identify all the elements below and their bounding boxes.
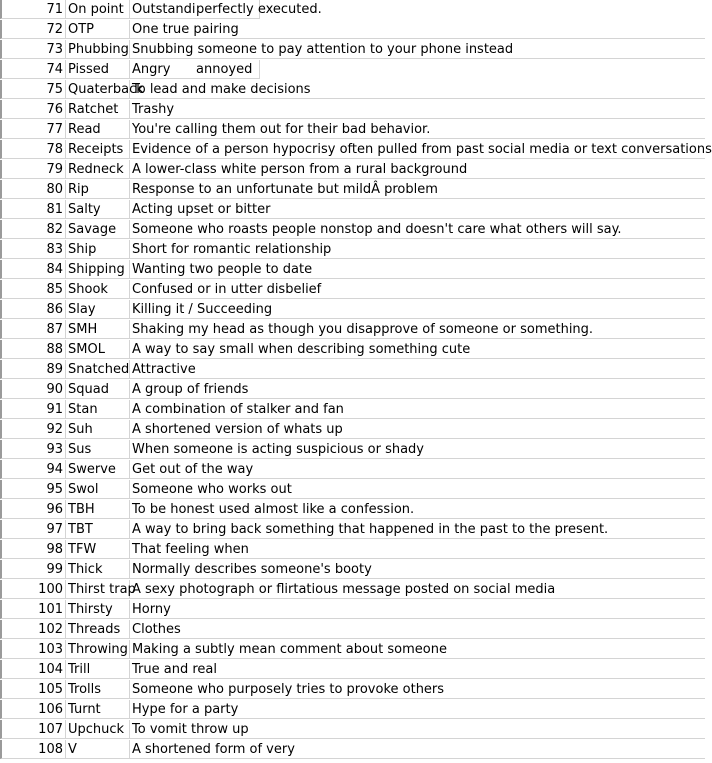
term-cell[interactable]: Pissed: [66, 60, 130, 79]
term-cell[interactable]: V: [66, 740, 130, 759]
row-number-cell[interactable]: 86: [0, 300, 66, 319]
term-cell[interactable]: Thirsty: [66, 600, 130, 619]
extra-cell[interactable]: annoyed: [194, 60, 260, 79]
definition-cell[interactable]: Trashy: [130, 100, 705, 119]
row-number-cell[interactable]: 88: [0, 340, 66, 359]
row-number-cell[interactable]: 71: [0, 0, 66, 19]
table-row: [0, 140, 712, 160]
definition-cell[interactable]: Clothes: [130, 620, 705, 639]
row-number-cell[interactable]: 96: [0, 500, 66, 519]
row-number-cell[interactable]: 106: [0, 700, 66, 719]
table-row: [0, 80, 705, 100]
row-number-cell[interactable]: 107: [0, 720, 66, 739]
definition-cell[interactable]: Hype for a party: [130, 700, 705, 719]
definition-cell[interactable]: A shortened form of very: [130, 740, 705, 759]
term-cell[interactable]: TFW: [66, 540, 130, 559]
table-row: [0, 220, 705, 240]
row-number-cell[interactable]: 85: [0, 280, 66, 299]
table-row: [0, 700, 705, 720]
row-number-cell[interactable]: 73: [0, 40, 66, 59]
table-row: [0, 100, 705, 120]
row-number-cell[interactable]: 102: [0, 620, 66, 639]
definition-cell[interactable]: To be honest used almost like a confession.: [130, 500, 705, 519]
term-cell[interactable]: Sus: [66, 440, 130, 459]
row-number-cell[interactable]: 99: [0, 560, 66, 579]
definition-cell[interactable]: Get out of the way: [130, 460, 705, 479]
term-cell[interactable]: Trolls: [66, 680, 130, 699]
table-row: [0, 620, 705, 640]
term-cell[interactable]: Ratchet: [66, 100, 130, 119]
definition-cell[interactable]: Attractive: [130, 360, 705, 379]
term-cell[interactable]: Swerve: [66, 460, 130, 479]
term-cell[interactable]: Shook: [66, 280, 130, 299]
term-cell[interactable]: Rip: [66, 180, 130, 199]
term-cell[interactable]: Ship: [66, 240, 130, 259]
definition-cell[interactable]: Horny: [130, 600, 705, 619]
row-number-cell[interactable]: 104: [0, 660, 66, 679]
term-cell[interactable]: Squad: [66, 380, 130, 399]
definition-cell[interactable]: Shaking my head as though you disapprove of someone or something.: [130, 320, 705, 339]
table-row: [0, 440, 705, 460]
definition-cell[interactable]: A group of friends: [130, 380, 705, 399]
definition-cell[interactable]: That feeling when: [130, 540, 705, 559]
table-row: [0, 0, 705, 20]
term-cell[interactable]: OTP: [66, 20, 130, 39]
term-cell[interactable]: Thick: [66, 560, 130, 579]
term-cell[interactable]: Shipping: [66, 260, 130, 279]
table-row: [0, 560, 705, 580]
definition-cell[interactable]: Acting upset or bitter: [130, 200, 705, 219]
table-row: [0, 160, 705, 180]
definition-cell[interactable]: When someone is acting suspicious or shady: [130, 440, 705, 459]
extra-cell[interactable]: perfectly executed.: [196, 2, 322, 17]
row-number-cell[interactable]: 78: [0, 140, 66, 159]
term-cell[interactable]: TBT: [66, 520, 130, 539]
row-number-cell[interactable]: 94: [0, 460, 66, 479]
row-number-cell[interactable]: 76: [0, 100, 66, 119]
row-number-cell[interactable]: 103: [0, 640, 66, 659]
term-cell[interactable]: Swol: [66, 480, 130, 499]
row-number-cell[interactable]: 92: [0, 420, 66, 439]
row-number-cell[interactable]: 77: [0, 120, 66, 139]
table-row: [0, 240, 705, 260]
table-row: [0, 60, 705, 80]
definition-cell[interactable]: A combination of stalker and fan: [130, 400, 705, 419]
row-number-cell[interactable]: 97: [0, 520, 66, 539]
term-cell[interactable]: Slay: [66, 300, 130, 319]
row-number-cell[interactable]: 108: [0, 740, 66, 759]
definition-cell[interactable]: One true pairing: [130, 20, 705, 39]
table-row: [0, 20, 705, 40]
term-cell[interactable]: Stan: [66, 400, 130, 419]
row-number-cell[interactable]: 91: [0, 400, 66, 419]
term-cell[interactable]: Throwing: [66, 640, 130, 659]
table-row: [0, 260, 705, 280]
definition-cell[interactable]: True and real: [130, 660, 705, 679]
definition-cell[interactable]: Someone who roasts people nonstop and doesn't care what others will say.: [130, 220, 705, 239]
row-number-cell[interactable]: 79: [0, 160, 66, 179]
table-row: [0, 320, 705, 340]
row-number-cell[interactable]: 100: [0, 580, 66, 599]
definition-cell[interactable]: You're calling them out for their bad behavior.: [130, 120, 705, 139]
table-row: [0, 600, 705, 620]
row-number-cell[interactable]: 98: [0, 540, 66, 559]
term-cell[interactable]: Suh: [66, 420, 130, 439]
table-row: [0, 300, 705, 320]
row-number-cell[interactable]: 75: [0, 80, 66, 99]
term-cell[interactable]: On point: [66, 0, 130, 19]
term-cell[interactable]: Upchuck: [66, 720, 130, 739]
table-row: [0, 640, 705, 660]
table-row: [0, 340, 705, 360]
definition-cell[interactable]: Evidence of a person hypocrisy often pulled from past social media or text conversations: [132, 142, 712, 157]
table-row: [0, 360, 705, 380]
table-row: [0, 580, 705, 600]
row-number-cell[interactable]: 82: [0, 220, 66, 239]
term-cell[interactable]: Quaterback: [68, 82, 144, 97]
definition-cell[interactable]: To lead and make decisions: [130, 80, 705, 99]
table-row: [0, 680, 705, 700]
definition-cell[interactable]: A lower-class white person from a rural background: [130, 160, 705, 179]
table-row: [0, 460, 705, 480]
row-number-cell[interactable]: 87: [0, 320, 66, 339]
row-number-cell[interactable]: 93: [0, 440, 66, 459]
term-cell[interactable]: SMOL: [66, 340, 130, 359]
row-number-cell[interactable]: 80: [0, 180, 66, 199]
table-row: [0, 420, 705, 440]
definition-cell[interactable]: To vomit throw up: [130, 720, 705, 739]
definition-cell[interactable]: Confused or in utter disbelief: [130, 280, 705, 299]
definition-cell[interactable]: Wanting two people to date: [130, 260, 705, 279]
row-number-cell[interactable]: 84: [0, 260, 66, 279]
term-cell[interactable]: Thirst trap: [68, 582, 136, 597]
row-number-cell[interactable]: 81: [0, 200, 66, 219]
definition-cell[interactable]: Short for romantic relationship: [130, 240, 705, 259]
definition-cell[interactable]: Making a subtly mean comment about someone: [130, 640, 705, 659]
definition-cell[interactable]: Someone who purposely tries to provoke others: [130, 680, 705, 699]
term-cell[interactable]: Trill: [66, 660, 130, 679]
definition-cell[interactable]: A sexy photograph or flirtatious message posted on social media: [130, 580, 705, 599]
term-cell[interactable]: SMH: [66, 320, 130, 339]
table-row: [0, 400, 705, 420]
term-cell[interactable]: TBH: [66, 500, 130, 519]
term-cell[interactable]: Receipts: [66, 140, 130, 159]
table-row: [0, 520, 705, 540]
row-number-cell[interactable]: 90: [0, 380, 66, 399]
table-row: [0, 540, 705, 560]
term-cell[interactable]: Threads: [66, 620, 130, 639]
term-cell[interactable]: Redneck: [66, 160, 130, 179]
term-cell[interactable]: Read: [66, 120, 130, 139]
row-number-cell[interactable]: 83: [0, 240, 66, 259]
table-row: [0, 480, 705, 500]
row-number-cell[interactable]: 89: [0, 360, 66, 379]
term-cell[interactable]: Savage: [66, 220, 130, 239]
row-number-cell[interactable]: 72: [0, 20, 66, 39]
definition-cell[interactable]: Outstandi: [132, 2, 196, 17]
definition-cell[interactable]: Angry: [130, 60, 194, 79]
definition-cell[interactable]: Someone who works out: [130, 480, 705, 499]
definition-cell[interactable]: Response to an unfortunate but mildÂ problem: [130, 180, 705, 199]
definition-cell[interactable]: A way to bring back something that happened in the past to the present.: [130, 520, 705, 539]
row-number-cell[interactable]: 101: [0, 600, 66, 619]
definition-cell[interactable]: A shortened version of whats up: [130, 420, 705, 439]
definition-cell[interactable]: Snubbing someone to pay attention to your phone instead: [130, 40, 705, 59]
row-number-cell[interactable]: 105: [0, 680, 66, 699]
table-row: [0, 380, 705, 400]
table-row: [0, 200, 705, 220]
table-row: [0, 180, 705, 200]
definition-cell[interactable]: Killing it / Succeeding: [130, 300, 705, 319]
table-row: [0, 500, 705, 520]
row-number-cell[interactable]: 74: [0, 60, 66, 79]
definition-cell[interactable]: Normally describes someone's booty: [130, 560, 705, 579]
term-cell[interactable]: Phubbing: [68, 42, 129, 57]
table-row: [0, 660, 705, 680]
table-row: [0, 720, 705, 740]
table-row: [0, 280, 705, 300]
table-row: [0, 40, 705, 60]
definition-cell[interactable]: A way to say small when describing something cute: [130, 340, 705, 359]
row-number-cell[interactable]: 95: [0, 480, 66, 499]
table-row: [0, 120, 705, 140]
term-cell[interactable]: Turnt: [66, 700, 130, 719]
term-cell[interactable]: Salty: [66, 200, 130, 219]
table-row: [0, 740, 705, 760]
term-cell[interactable]: Snatched: [68, 362, 130, 377]
